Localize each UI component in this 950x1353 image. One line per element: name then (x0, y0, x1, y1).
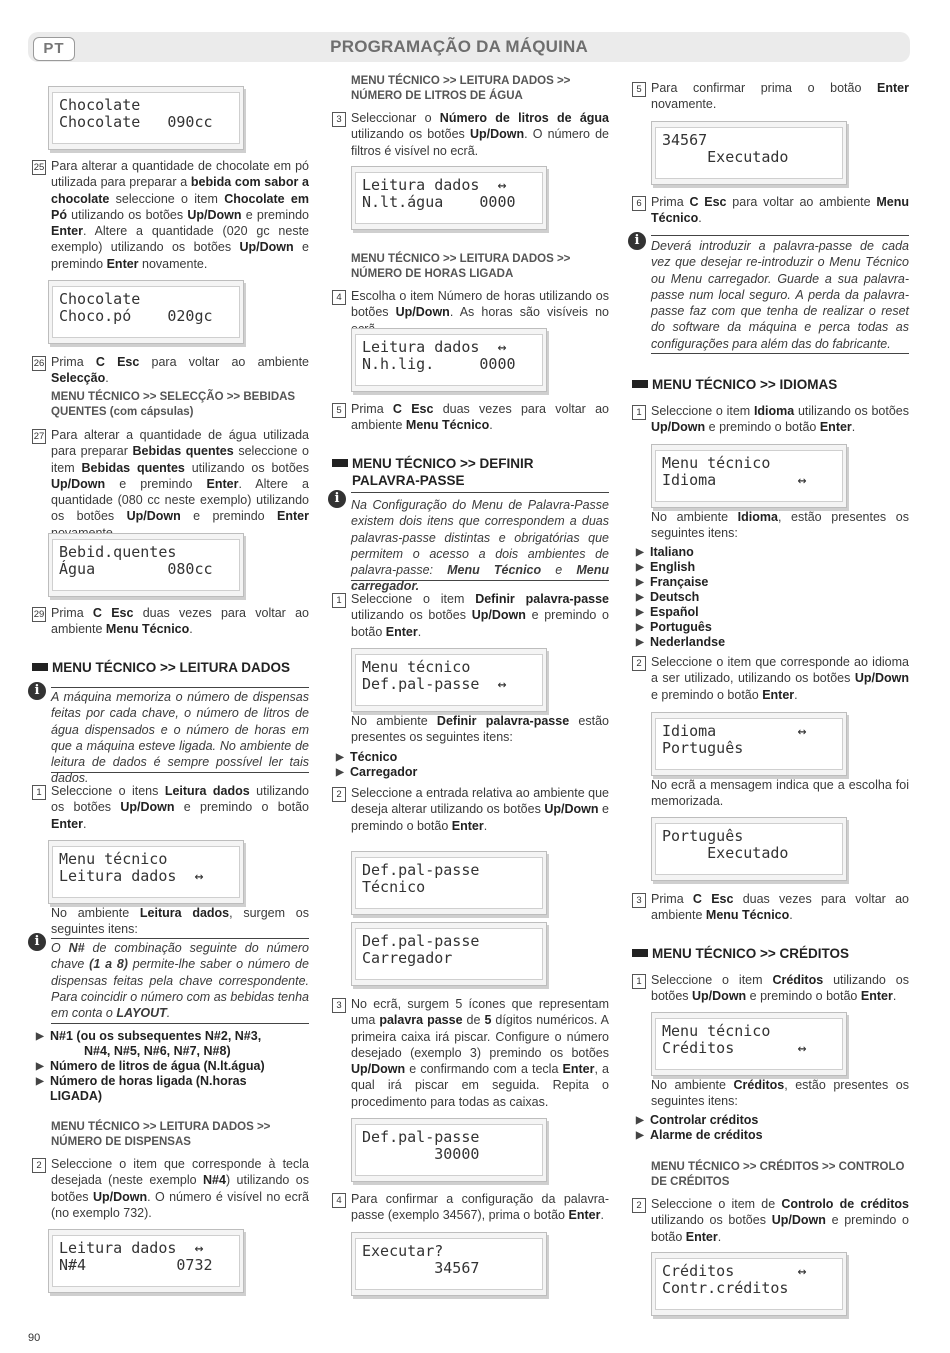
step-number: 1 (632, 405, 646, 420)
lcd-display: Def.pal-passe 30000 (351, 1118, 547, 1182)
language-list (636, 545, 906, 650)
step-text: Prima C Esc para voltar ao ambiente Menu Técnico. (651, 195, 909, 226)
step-number: 2 (632, 656, 646, 671)
divider (51, 772, 309, 773)
list-item: ▶ Deutsch (636, 590, 906, 605)
step-number: 26 (33, 358, 45, 369)
info-note: Deverá introduzir a palavra-passe de cada vez que desejar re-introduzir o Menu Técnico ou Menu carregador. Guarde a sua palavra-passe num local seguro. A perda da palavra-passe faz com que tenha de realizar o reset do software da máquina e perca todas as configurações para além das do fabricante. (651, 239, 909, 351)
info-note: Na Configuração do Menu de Palavra-Passe existem dois itens que correspondem a duas palavras-passe distintas e obrigatórias que permitem o acesso a dois ambientes de palavra-passe: Menu Técnico e Menu carregador. (351, 498, 609, 594)
step-text: Para confirmar prima o botão Enter novamente. (651, 81, 909, 112)
body-text: No ambiente Créditos, estão presentes os seguintes itens: (651, 1078, 909, 1109)
step-text: No ecrã, surgem 5 ícones que representam uma palavra passe de 5 dígitos numéricos. A primeira caixa irá piscar. Configure o número desejado (exemplo 3) premindo os botões Up/Down e confirmando com a tecla Enter, a qual irá piscar em seguida. Repita o procedimento para todas as caixas. (351, 997, 610, 1109)
body-text: No ambiente Definir palavra-passe estão presentes os seguintes itens: (351, 714, 609, 745)
divider (351, 580, 609, 581)
lcd-display: Créditos ↔ Contr.créditos (651, 1252, 847, 1316)
subsection-heading: MENU TÉCNICO >> LEITURA DADOS >> NÚMERO DE DISPENSAS (51, 1121, 271, 1148)
step-text: Seleccione o item Definir palavra-passe utilizando os botões Up/Down e premindo o botão Enter. (351, 592, 610, 639)
lcd-display: Bebid.quentes Água 080cc (48, 533, 244, 597)
language-badge: PT (33, 37, 75, 61)
list-item: ▶ Número de litros de água (N.lt.água) (36, 1059, 316, 1074)
step-number: 2 (632, 1198, 646, 1213)
step-number: 1 (632, 974, 646, 989)
list-item: ▶ Español (636, 605, 906, 620)
lcd-display: Chocolate Choco.pó 020gc (48, 280, 244, 344)
step-text: Prima C Esc duas vezes para voltar ao ambiente Menu Técnico. (51, 606, 309, 637)
item-list (636, 1113, 906, 1143)
step-number: 1 (32, 785, 46, 800)
step-text: Seleccione o item que corresponde ao idioma a ser utilizado, utilizando os botões Up/Down e premindo o botão Enter. (651, 655, 909, 702)
lcd-display: Idioma ↔ Português (651, 712, 847, 776)
list-item: ▶ Controlar créditos (636, 1113, 906, 1128)
step-number: 27 (33, 431, 45, 442)
subsection-heading: MENU TÉCNICO >> CRÉDITOS >> CONTROLO DE CRÉDITOS (651, 1161, 905, 1188)
item-list (36, 1029, 316, 1104)
step-text: Seleccione o item Idioma utilizando os botões Up/Down e premindo o botão Enter. (651, 404, 909, 435)
lcd-display: 34567 Executado (651, 121, 847, 185)
step-number: 6 (632, 196, 646, 211)
step-text: Seleccione o itens Leitura dados utilizando os botões Up/Down e premindo o botão Enter. (51, 784, 309, 831)
body-text: No ambiente Leitura dados, surgem os seguintes itens: (51, 906, 309, 937)
divider (51, 687, 309, 688)
step-text: Seleccionar o Número de litros de água utilizando os botões Up/Down. O número de filtros é visível no ecrã. (351, 111, 610, 158)
subsection-heading: MENU TÉCNICO >> LEITURA DADOS >> NÚMERO DE HORAS LIGADA (351, 253, 571, 280)
step-number: 4 (332, 290, 346, 305)
lcd-display: Menu técnico Créditos ↔ (651, 1012, 847, 1076)
step-number: 3 (632, 893, 646, 908)
item-list (336, 750, 606, 780)
subsection-heading: MENU TÉCNICO >> LEITURA DADOS >> NÚMERO DE LITROS DE ÁGUA (351, 75, 571, 102)
body-text: No ecrã a mensagem indica que a escolha foi memorizada. (651, 778, 909, 809)
list-item: ▶ Português (636, 620, 906, 635)
step-text: Seleccione o item que corresponde à tecla desejada (neste exemplo N#4) utilizando os botões Up/Down. O número é visível no ecrã (no exemplo 732). (51, 1157, 309, 1220)
divider (51, 938, 309, 939)
step-number: 3 (332, 112, 346, 127)
step-number: 5 (632, 82, 646, 97)
lcd-display: Menu técnico Def.pal-passe ↔ (351, 648, 547, 712)
step-text: Para alterar a quantidade de água utilizada para preparar Bebidas quentes seleccione o item Bebidas quentes utilizando os botões Up/Down e premindo Enter. Altere a quantidade (080 cc neste exemplo) utilizando os botões Up/Down e premindo Enter (51, 428, 309, 524)
list-item: ▶ Nederlandse (636, 635, 906, 650)
step-number: 29 (33, 609, 45, 620)
info-icon: i (28, 933, 46, 951)
section-heading: MENU TÉCNICO >> DEFINIR PALAVRA-PASSE (332, 455, 610, 489)
divider (51, 1023, 309, 1024)
page-number: 90 (28, 1332, 41, 1344)
step-text: Prima C Esc duas vezes para voltar ao ambiente Menu Técnico. (351, 402, 609, 433)
divider (651, 353, 909, 354)
lcd-display: Executar? 34567 (351, 1232, 547, 1296)
body-text: No ambiente Idioma, estão presentes os seguintes itens: (651, 510, 909, 541)
list-item: ▶ Carregador (336, 765, 606, 780)
divider (351, 492, 609, 493)
lcd-display: Português Executado (651, 817, 847, 881)
page-title: PROGRAMAÇÃO DA MÁQUINA (330, 37, 588, 56)
lcd-display: Chocolate Chocolate 090cc (48, 86, 244, 150)
step-number: 1 (332, 593, 346, 608)
step-number: 5 (332, 403, 346, 418)
list-item: ▶ English (636, 560, 906, 575)
section-heading: MENU TÉCNICO >> LEITURA DADOS (32, 659, 312, 676)
list-item: ▶ Française (636, 575, 906, 590)
step-text: Para confirmar a configuração da palavra-passe (exemplo 34567), prima o botão Enter. (351, 1192, 609, 1223)
step-text: Seleccione a entrada relativa ao ambiente que deseja alterar utilizando os botões Up/Down e premindo o botão Enter. (351, 786, 609, 833)
list-item: ▶ Alarme de créditos (636, 1128, 906, 1143)
step-number: 2 (332, 787, 346, 802)
lcd-display: Leitura dados ↔ N#4 0732 (48, 1229, 244, 1293)
info-icon: i (328, 490, 346, 508)
step-number: 2 (32, 1158, 46, 1173)
step-number: 4 (332, 1193, 346, 1208)
step-text: Prima C Esc para voltar ao ambiente Selecção. (51, 355, 309, 386)
section-heading: MENU TÉCNICO >> IDIOMAS (632, 376, 910, 393)
step-text: Prima C Esc duas vezes para voltar ao ambiente Menu Técnico. (651, 892, 909, 923)
list-item: ▶ N#1 (ou os subsequentes N#2, N#3, N#4, N#5, N#6, N#7, N#8) (36, 1029, 316, 1059)
step-text: Seleccione o item de Controlo de créditos utilizando os botões Up/Down e premindo o botão Enter. (651, 1197, 910, 1244)
lcd-display: Def.pal-passe Técnico (351, 851, 547, 915)
step-text: Para alterar a quantidade de chocolate em pó utilizada para preparar a bebida com sabor a chocolate seleccione o item Chocolate em Pó utilizando os botões Up/Down e premindo Enter. Altere a quantidade (020 gc neste exemplo) utilizando os botões Up/Down e premindo Enter novamente. (51, 159, 309, 271)
list-item: ▶ Italiano (636, 545, 906, 560)
lcd-display: Menu técnico Idioma ↔ (651, 444, 847, 508)
lcd-display: Leitura dados ↔ N.h.lig. 0000 (351, 328, 547, 392)
step-text: Seleccione o item Créditos utilizando os botões Up/Down e premindo o botão Enter. (651, 973, 909, 1004)
info-icon: i (28, 682, 46, 700)
section-heading: MENU TÉCNICO >> CRÉDITOS (632, 945, 910, 962)
list-item: ▶ Número de horas ligada (N.horas LIGADA) (36, 1074, 316, 1104)
lcd-display: Def.pal-passe Carregador (351, 922, 547, 986)
step-number: 3 (332, 998, 346, 1013)
lcd-display: Menu técnico Leitura dados ↔ (48, 840, 244, 904)
info-note: O N# de combinação seguinte do número chave (1 a 8) permite-lhe saber o número de dispensas feitas pela chave correspondente. Para coincidir o número com as bebidas tenha em conta o LAYOUT. (51, 941, 310, 1021)
step-number: 25 (33, 162, 45, 173)
lcd-display: Leitura dados ↔ N.lt.água 0000 (351, 166, 547, 230)
list-item: ▶ Técnico (336, 750, 606, 765)
divider (651, 235, 909, 236)
step-text: Escolha o item Número de horas utilizando os botões Up/Down. As horas são visíveis no (351, 289, 609, 320)
info-icon: i (628, 232, 646, 250)
subsection-heading: MENU TÉCNICO >> SELECÇÃO >> BEBIDAS QUENTES (com cápsulas) (51, 391, 296, 418)
info-note: A máquina memoriza o número de dispensas feitas por cada chave, o número de litros de água dispensados e o número de horas em que a máquina esteve ligada. No ambiente de leitura de dados é sempre possível ler tais dados. (51, 690, 309, 786)
